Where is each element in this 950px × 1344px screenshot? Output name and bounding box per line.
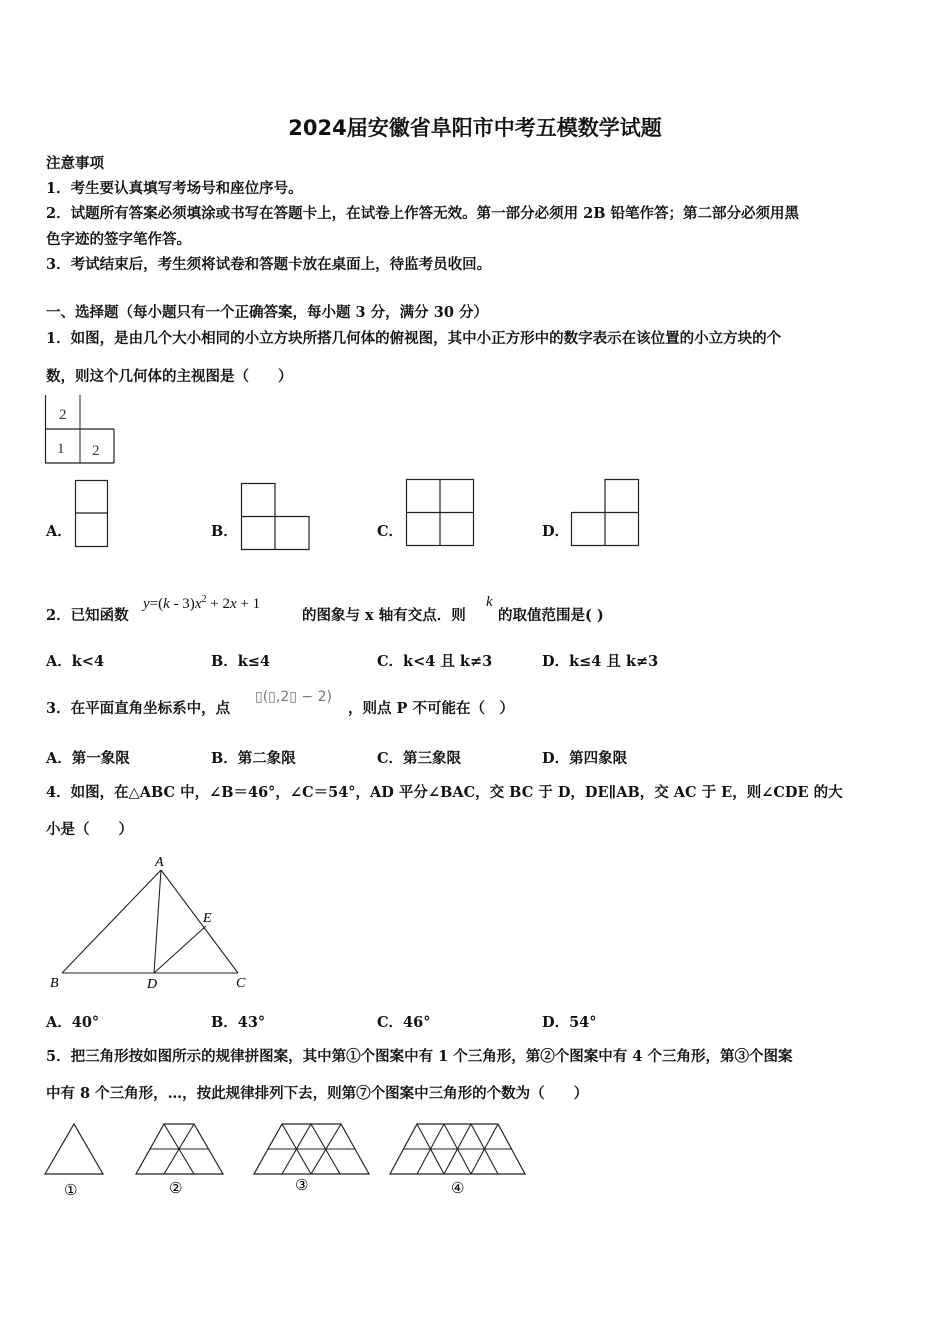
page-title: 2024届安徽省阜阳市中考五模数学试题 [288, 116, 662, 140]
q1-option-c-label[interactable]: C． [377, 523, 404, 540]
q3-option-d[interactable]: D．第四象限 [542, 750, 628, 767]
q3-point: ▯(▯,2▯ − 2) [255, 689, 332, 705]
vertex-e-label: E [203, 911, 212, 926]
vertex-c-label: C [236, 976, 246, 991]
q4-line-2: 小是（ ） [46, 821, 133, 838]
q1-option-a-figure[interactable] [75, 480, 109, 548]
q4-line-1: 4．如图，在△ABC 中，∠B＝46°，∠C＝54°，AD 平分∠BAC，交 BC 于 D，DE∥AB，交 AC 于 E，则∠CDE 的大 [46, 784, 843, 801]
q4-option-d[interactable]: D．54° [542, 1014, 597, 1031]
q4-option-c[interactable]: C．46° [377, 1014, 431, 1031]
notice-item-2b: 色字迹的签字笔作答。 [46, 231, 191, 248]
pattern-caption-4: ④ [451, 1179, 465, 1197]
q2-formula: $y=(k - 3)x^2 + 2x + 1$ [143, 594, 261, 612]
q1-line-2: 数，则这个几何体的主视图是（ ） [46, 368, 293, 385]
q3-prefix: 3．在平面直角坐标系中，点 [46, 700, 231, 717]
notice-item-2a: 2．试题所有答案必须填涂或书写在答题卡上，在试卷上作答无效。第一部分必须用 2B 铅笔作答；第二部分必须用黑 [46, 205, 800, 222]
section-heading: 一、选择题（每小题只有一个正确答案，每小题 3 分，满分 30 分） [46, 304, 488, 321]
q2-suffix: 的取值范围是( ) [498, 607, 604, 624]
q2-prefix: 2．已知函数 [46, 607, 129, 624]
q2-option-a[interactable]: A．k<4 [46, 653, 105, 670]
grid-cell-bottom-left: 1 [57, 441, 65, 457]
q1-option-b-label[interactable]: B． [211, 523, 238, 540]
q5-pattern-1 [44, 1122, 106, 1202]
q1-line-1: 1．如图，是由几个大小相同的小立方块所搭几何体的俯视图，其中小正方形中的数字表示在该位置的小立方块的个 [46, 330, 782, 347]
q5-line-1: 5．把三角形按如图所示的规律拼图案，其中第①个图案中有 1 个三角形，第②个图案中有 4 个三角形，第③个图案 [46, 1048, 793, 1065]
q2-option-d[interactable]: D．k≤4 且 k≠3 [542, 653, 659, 670]
q1-option-c-figure[interactable] [406, 479, 476, 547]
q1-option-b-figure[interactable] [241, 483, 311, 551]
q3-option-c[interactable]: C．第三象限 [377, 750, 462, 767]
pattern-caption-2: ② [169, 1179, 183, 1197]
vertex-d-label: D [147, 977, 158, 992]
pattern-caption-1: ① [64, 1181, 78, 1199]
q1-top-view-grid [45, 395, 117, 467]
q5-pattern-4 [389, 1122, 529, 1202]
q2-k: k [486, 594, 493, 610]
notice-heading: 注意事项 [46, 155, 104, 172]
grid-cell-bottom-right: 2 [92, 443, 100, 459]
q5-pattern-3 [253, 1122, 371, 1202]
vertex-a-label: A [155, 855, 164, 870]
q5-pattern-2 [135, 1122, 225, 1202]
q4-triangle-figure [44, 850, 264, 995]
vertex-b-label: B [50, 976, 59, 991]
notice-item-3: 3．考试结束后，考生须将试卷和答题卡放在桌面上，待监考员收回。 [46, 256, 492, 273]
q3-option-a[interactable]: A．第一象限 [46, 750, 130, 767]
q3-suffix: ，则点 P 不可能在（ ） [348, 700, 514, 717]
q4-option-a[interactable]: A．40° [46, 1014, 100, 1031]
q2-option-b[interactable]: B．k≤4 [211, 653, 271, 670]
q1-option-d-figure[interactable] [571, 479, 641, 547]
pattern-caption-3: ③ [295, 1176, 309, 1194]
q1-option-d-label[interactable]: D． [542, 523, 570, 540]
notice-item-1: 1．考生要认真填写考场号和座位序号。 [46, 180, 303, 197]
q1-option-a-label[interactable]: A． [46, 523, 72, 540]
q3-option-b[interactable]: B．第二象限 [211, 750, 296, 767]
q4-option-b[interactable]: B．43° [211, 1014, 266, 1031]
q2-option-c[interactable]: C．k<4 且 k≠3 [377, 653, 493, 670]
grid-cell-top: 2 [59, 407, 67, 423]
q5-line-2: 中有 8 个三角形，…，按此规律排列下去，则第⑦个图案中三角形的个数为（ ） [46, 1085, 589, 1102]
q2-middle: 的图象与 x 轴有交点．则 [302, 607, 466, 624]
